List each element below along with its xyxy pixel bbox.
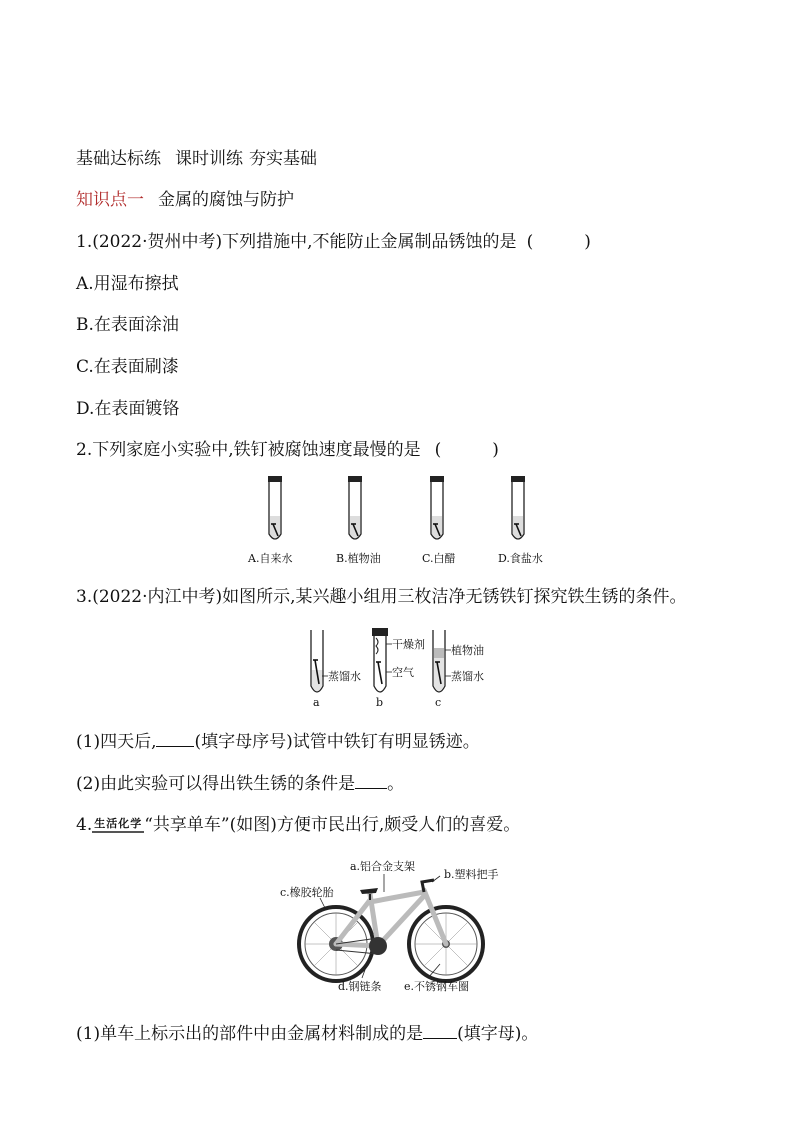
answer-paren: ( ) [434,440,499,460]
label-a: a [313,696,320,708]
question-2-stem [76,439,499,461]
label-b: b [376,696,384,708]
q3-sub2-pre: (2)由此实验可以得出铁生锈的条件是 [76,774,356,794]
tube-b [372,628,392,692]
q1-option-d: D.在表面镀铬 [76,399,180,419]
knowledge-label: 知识点一 [76,190,144,210]
test-tube-b [348,476,362,539]
test-tube-figure-q3 [300,626,500,708]
answer-blank [355,773,387,789]
life-chemistry-tag: 生活化学 [92,817,144,833]
q3-sub1-post: (填字母序号)试管中铁钉有明显锈迹。 [194,732,480,752]
test-tube-c [430,476,444,539]
q4-sub1-pre: (1)单车上标示出的部件中由金属材料制成的是 [76,1024,424,1044]
label-plastic-handle: b.塑料把手 [444,868,499,881]
q1-option-b: B.在表面涂油 [76,315,179,335]
label-c: c [435,696,442,708]
answer-blank [423,1023,457,1039]
caption-d: D.食盐水 [498,552,543,565]
chainring [369,937,387,955]
section-title: 基础达标练 [76,149,161,169]
caption-a: A.自来水 [248,552,293,565]
answer-paren: ( ) [526,232,591,252]
question-4-stem [76,814,520,836]
label-steel-chain: d.钢链条 [338,980,382,993]
label-distilled-water-c: 蒸馏水 [451,670,484,683]
label-distilled-water-a: 蒸馏水 [328,670,361,683]
section-sub2: 夯实基础 [249,149,317,169]
label-stainless-rim: e.不锈钢车圈 [404,980,470,993]
q1-stem-text: 1.(2022·贺州中考)下列措施中,不能防止金属制品锈蚀的是 [76,232,517,252]
answer-blank [156,731,194,747]
caption-b: B.植物油 [336,552,381,565]
bicycle-figure [280,852,520,998]
knowledge-title: 金属的腐蚀与防护 [158,190,294,210]
question-3-stem: 3.(2022·内江中考)如图所示,某兴趣小组用三枚洁净无锈铁钉探究铁生锈的条件。 [76,587,687,607]
q1-option-c: C.在表面刷漆 [76,357,179,377]
q2-stem-text: 2.下列家庭小实验中,铁钉被腐蚀速度最慢的是 [76,440,421,460]
section-sub1: 课时训练 [175,149,243,169]
label-vegetable-oil: 植物油 [451,644,484,657]
label-air: 空气 [392,666,414,679]
test-tube-figure-q2 [240,474,560,570]
q4-sub1 [76,1023,538,1045]
tube-a [311,630,328,692]
q4-stem-text: “共享单车”(如图)方便市民出行,颇受人们的喜爱。 [144,815,521,835]
q1-option-a: A.用湿布擦拭 [76,274,179,294]
section-header [76,148,317,170]
question-1-stem [76,231,591,253]
q3-sub2 [76,773,404,795]
q3-sub2-post: 。 [387,774,405,794]
q4-sub1-post: (填字母)。 [457,1024,539,1044]
label-aluminum-frame: a.铝合金支架 [350,860,416,873]
knowledge-point-heading [76,189,294,211]
label-rubber-tire: c.橡胶轮胎 [280,886,334,899]
tube-c [433,630,451,692]
caption-c: C.白醋 [422,552,456,565]
seat [360,888,378,894]
test-tube-d [511,476,525,539]
label-desiccant: 干燥剂 [392,638,425,651]
q4-number: 4. [76,815,93,835]
q3-sub1 [76,731,480,753]
q3-sub1-pre: (1)四天后, [76,732,157,752]
test-tube-a [268,476,282,539]
